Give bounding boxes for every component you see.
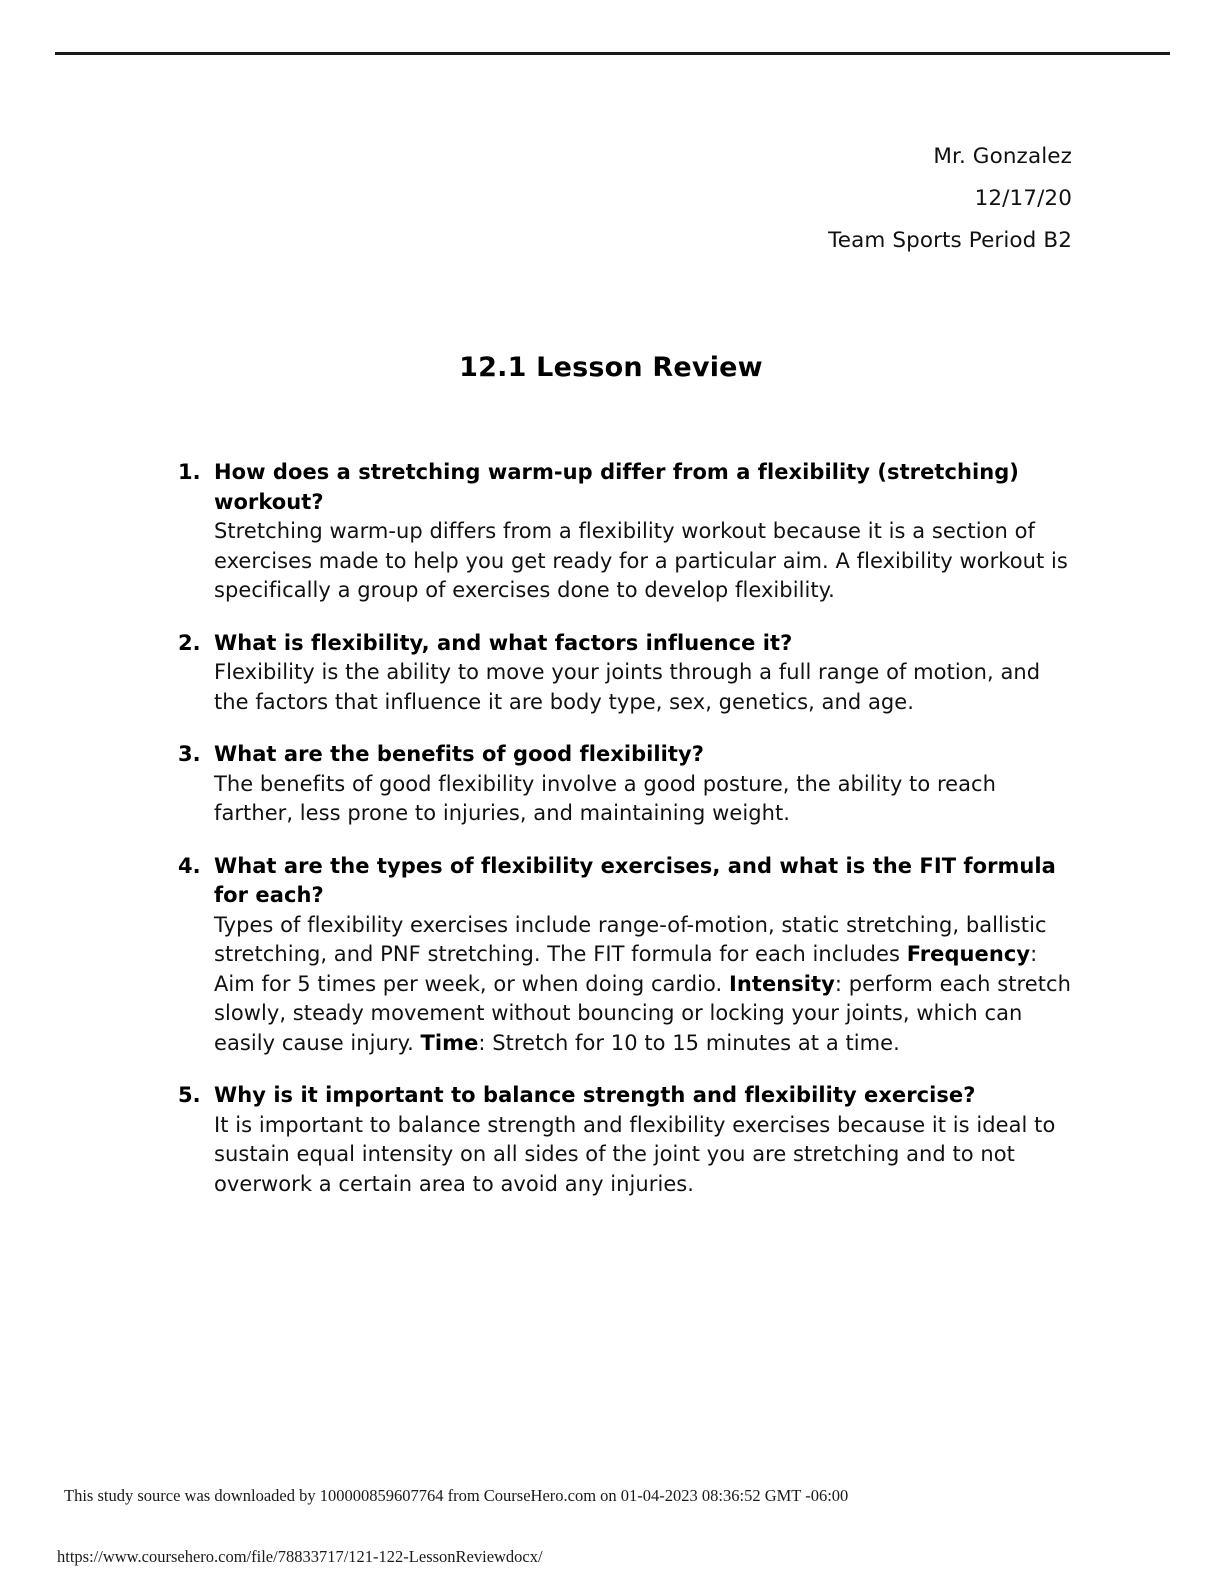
answer-text-4: Types of flexibility exercises include range-of-motion, static stretching, ballistic stretching, and PNF stretching. The FIT formula for each includes Frequency: Aim for 5 times per week, or when doing cardio. Intensity: perform each stretch slowly, steady movement without bouncing or locking your joints, which can easily cause injury. Time: Stretch for 10 to 15 minutes at a time.: [214, 912, 1071, 1055]
source-url-link[interactable]: https://www.coursehero.com/file/78833717/121-122-LessonReviewdocx/: [57, 1547, 543, 1566]
answer-text-5: It is important to balance strength and flexibility exercises because it is ideal to sustain equal intensity on all sides of the joint you are stretching and to not overwork a certain area to avoid any injuries.: [214, 1112, 1056, 1196]
answer-text-2: Flexibility is the ability to move your joints through a full range of motion, and the factors that influence it are body type, sex, genetics, and age.: [214, 660, 1041, 714]
header-author-name: Mr. Gonzalez: [933, 144, 1072, 169]
header-divider-rule: [55, 52, 1170, 55]
question-item-3: [178, 740, 1073, 829]
question-number-5: 5.: [178, 1083, 201, 1107]
question-list: [178, 458, 1073, 1222]
document-header-block: [150, 136, 1072, 262]
answer-text-3: The benefits of good flexibility involve a good posture, the ability to reach farther, less prone to injuries, and maintaining weight.: [214, 771, 997, 825]
question-number-3: 3.: [178, 742, 201, 766]
question-text-4: What are the types of flexibility exercises, and what is the FIT formula for each?: [214, 853, 1056, 907]
page-title: 12.1 Lesson Review: [459, 352, 763, 383]
question-number-2: 2.: [178, 630, 201, 655]
question-item-4: [178, 852, 1073, 1059]
question-text-2: What is flexibility, and what factors influence it?: [214, 630, 793, 655]
question-number-4: 4.: [178, 853, 201, 878]
header-date: 12/17/20: [974, 186, 1072, 211]
answer-text-1: Stretching warm-up differs from a flexibility workout because it is a section of exercises made to help you get ready for a particular aim. A flexibility workout is specifically a group of exercises done to develop flexibility.: [214, 519, 1068, 602]
header-class-period: Team Sports Period B2: [828, 228, 1072, 253]
question-text-3: What are the benefits of good flexibility?: [214, 742, 704, 766]
question-item-5: [178, 1081, 1073, 1199]
download-watermark-note: This study source was downloaded by 100000859607764 from CourseHero.com on 01-04-2023 08:36:52 GMT -06:00: [64, 1486, 849, 1505]
question-number-1: 1.: [178, 460, 201, 484]
question-text-5: Why is it important to balance strength and flexibility exercise?: [214, 1083, 976, 1107]
question-text-1: How does a stretching warm-up differ from a flexibility (stretching) workout?: [214, 460, 1019, 514]
question-item-1: [178, 458, 1073, 606]
question-item-2: [178, 629, 1073, 718]
